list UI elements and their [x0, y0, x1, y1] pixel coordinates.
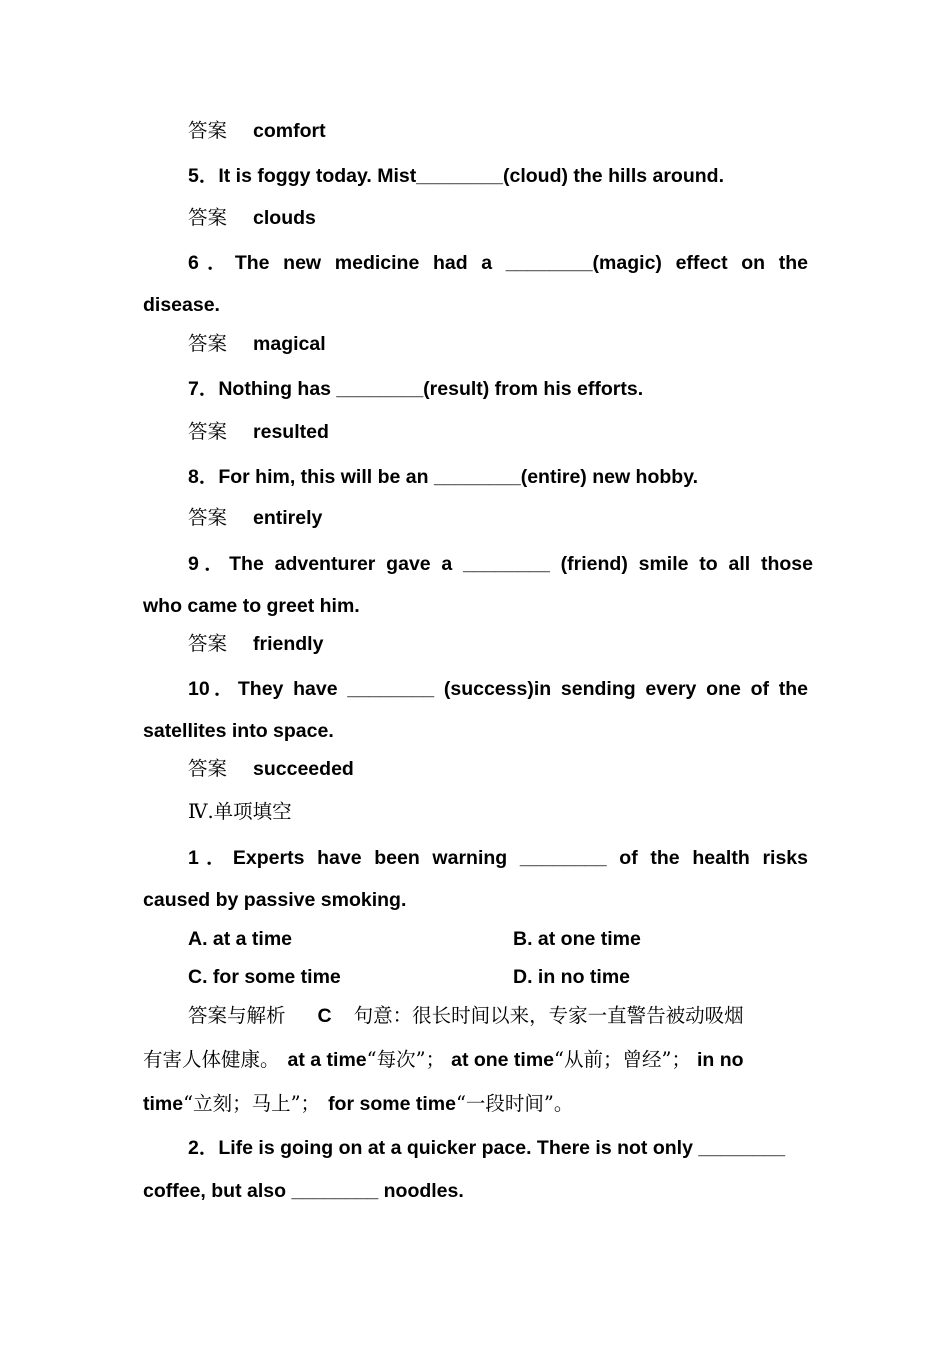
answer-text: succeeded	[253, 758, 354, 780]
answer-line-8	[188, 506, 322, 530]
answer-text: magical	[253, 333, 326, 355]
explanation-label: 答案与解析	[188, 1004, 286, 1027]
phrase-meaning: “一段时间”。	[455, 1092, 574, 1115]
phrase-at-a-time: at a time	[287, 1049, 367, 1071]
mc-question-2-line-1: 2．Life is going on at a quicker pace. There is not only ________	[188, 1137, 786, 1159]
mc-question-2-line-2: coffee, but also ________ noodles.	[143, 1180, 464, 1202]
meaning-continued: 有害人体健康。	[143, 1048, 280, 1071]
question-10-line-2: satellites into space.	[143, 720, 334, 742]
question-9-line-2: who came to greet him.	[143, 595, 360, 617]
mc-question-1-line-1: 1．Experts have been warning ________ of the health risks	[188, 847, 808, 869]
option-d: D. in no time	[513, 966, 630, 988]
sentence-meaning: 句意：很长时间以来，专家一直警告被动吸烟	[353, 1004, 744, 1027]
question-10-line-1: 10．They have ________ (success)in sending every one of the	[188, 678, 808, 700]
answer-line-5	[188, 206, 316, 230]
option-b: B. at one time	[513, 928, 641, 950]
question-9-line-1: 9．The adventurer gave a ________ (friend) smile to all those	[188, 553, 813, 575]
answer-line-6	[188, 332, 326, 356]
option-a: A. at a time	[188, 928, 293, 950]
question-6-line-2: disease.	[143, 294, 220, 316]
phrase-in-no: in no	[696, 1049, 744, 1071]
phrase-meaning: “立刻；马上”；	[183, 1092, 321, 1115]
answer-label: 答案	[188, 632, 228, 655]
answer-label: 答案	[188, 119, 228, 142]
question-6-line-1: 6．The new medicine had a ________(magic) effect on the	[188, 252, 808, 274]
option-c: C. for some time	[188, 966, 341, 988]
correct-answer: C	[317, 1005, 332, 1027]
phrase-time: time	[143, 1093, 184, 1115]
answer-text: clouds	[253, 207, 316, 229]
phrase-for-some-time: for some time	[328, 1093, 456, 1115]
answer-line-10	[188, 757, 354, 781]
answer-text: entirely	[253, 507, 323, 529]
phrase-at-one-time: at one time	[451, 1049, 555, 1071]
phrase-meaning: “从前；曾经”；	[554, 1048, 691, 1071]
answer-text: comfort	[253, 120, 326, 142]
question-5: 5．It is foggy today. Mist________(cloud) the hills around.	[188, 165, 724, 187]
explanation-line-3	[143, 1092, 573, 1116]
answer-line-7	[188, 420, 329, 444]
answer-label: 答案	[188, 506, 228, 529]
explanation-line-2	[143, 1048, 744, 1072]
answer-label: 答案	[188, 206, 228, 229]
answer-text: resulted	[253, 421, 329, 443]
phrase-meaning: “每次”；	[366, 1048, 446, 1071]
question-8: 8．For him, this will be an ________(entire) new hobby.	[188, 466, 699, 488]
question-7: 7．Nothing has ________(result) from his efforts.	[188, 378, 644, 400]
section-heading: Ⅳ.单项填空	[188, 800, 292, 823]
answer-label: 答案	[188, 420, 228, 443]
answer-line-9	[188, 632, 323, 656]
mc-question-1-line-2: caused by passive smoking.	[143, 889, 407, 911]
explanation-line-1	[188, 1004, 744, 1028]
answer-text: friendly	[253, 633, 324, 655]
answer-label: 答案	[188, 332, 228, 355]
answer-label: 答案	[188, 757, 228, 780]
answer-line-4	[188, 119, 326, 143]
